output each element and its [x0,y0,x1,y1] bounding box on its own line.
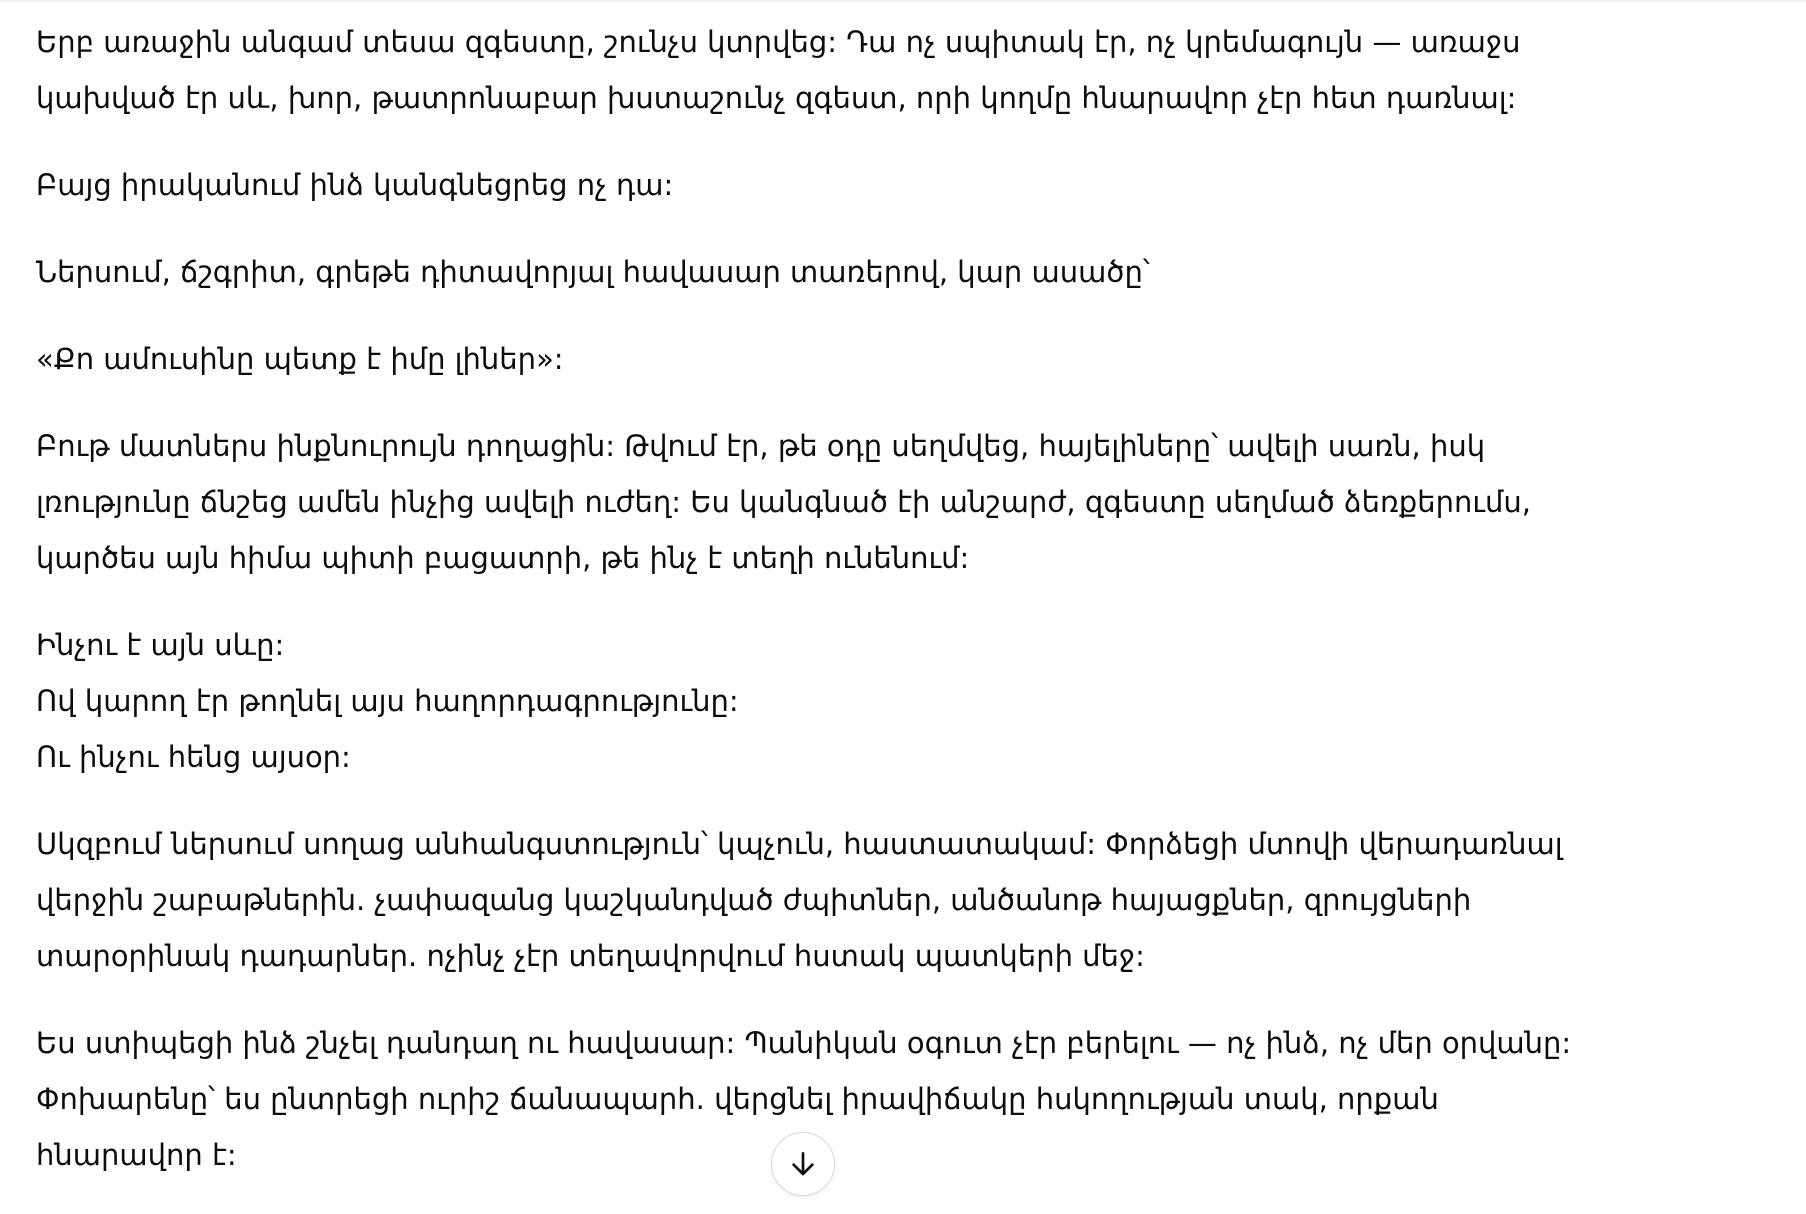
assistant-message [36,14,1596,1214]
quote-line: «Քո ամուսինը պետք է իմը լիներ»: [36,342,564,376]
message-paragraph [36,14,1596,126]
scroll-to-bottom-button[interactable] [771,1132,835,1196]
message-paragraph [36,157,1596,213]
message-paragraph [36,816,1596,984]
text-line: Բութ մատներս ինքնուրույն դողացին: Թվում էր, թե օդը սեղմվեց, հայելիները՝ ավելի սառն, իսկ [36,429,1486,463]
text-line: հնարավոր է: [36,1138,237,1172]
text-line: կախված էր սև, խոր, թատրոնաբար խստաշունչ զգեստ, որի կողմը հնարավոր չէր հետ դառնալ: [36,81,1517,115]
text-line: տարօրինակ դադարներ. ոչինչ չէր տեղավորվում հստակ պատկերի մեջ: [36,939,1145,973]
text-line: Ես ստիպեցի ինձ շնչել դանդաղ ու հավասար: Պանիկան օգուտ չէր բերելու — ոչ ինձ, ոչ մեր օրվանը: [36,1026,1572,1060]
text-line: Բայց իրականում ինձ կանգնեցրեց ոչ դա: [36,168,674,202]
message-paragraph [36,244,1596,300]
top-divider [0,0,1806,2]
message-paragraph [36,331,1596,387]
text-line: վերջին շաբաթներին. չափազանց կաշկանդված ժպիտներ, անծանոթ հայացքներ, զրույցների [36,883,1472,917]
text-line: կարծես այն հիմա պիտի բացատրի, թե ինչ է տեղի ունենում: [36,541,970,575]
text-line: Սկզբում ներսում սողաց անհանգստություն՝ կպչուն, հաստատակամ: Փորձեցի մտովի վերադառնալ [36,827,1563,861]
message-paragraph [36,418,1596,586]
text-line: Փոխարենը՝ ես ընտրեցի ուրիշ ճանապարհ. վերցնել իրավիճակը հսկողության տակ, որքան [36,1082,1439,1116]
arrow-down-icon [787,1148,819,1180]
text-line: Ներսում, ճշգրիտ, գրեթե դիտավորյալ հավասար տառերով, կար ասածը՝ [36,255,1150,289]
text-line: Երբ առաջին անգամ տեսա զգեստը, շունչս կտրվեց: Դա ոչ սպիտակ էր, ոչ կրեմագույն — առաջս [36,25,1521,59]
question-line: Ու ինչու հենց այսօր: [36,740,351,774]
question-line: Ինչու է այն սևը: [36,628,285,662]
message-paragraph [36,617,1596,785]
question-line: Ով կարող էր թողնել այս հաղորդագրությունը: [36,684,739,718]
text-line: լռությունը ճնշեց ամեն ինչից ավելի ուժեղ: Ես կանգնած էի անշարժ, զգեստը սեղմած ձեռքերումս, [36,485,1531,519]
